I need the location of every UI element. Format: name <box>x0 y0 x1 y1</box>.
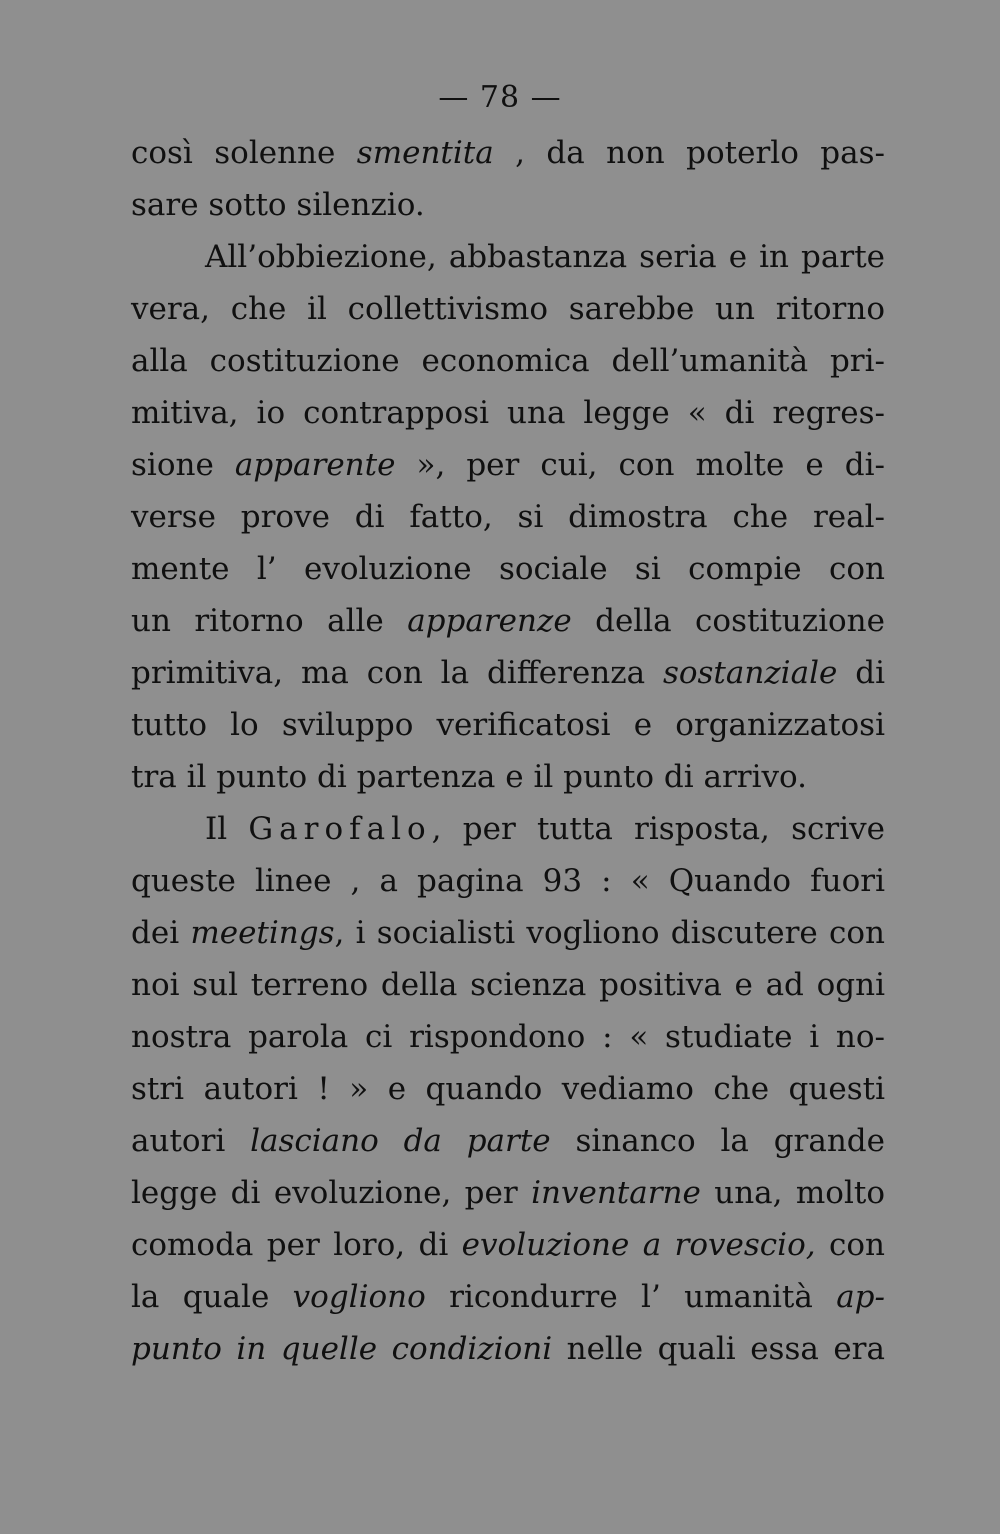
text-line-8: verse prove di fatto, si dimostra che real- <box>131 499 885 535</box>
text-line-21: legge di evoluzione, per inventarne una, molto <box>131 1175 885 1211</box>
text-line-20: autori lasciano da parte sinanco la grande <box>131 1123 885 1159</box>
text-line-2: sare sotto silenzio. <box>131 187 425 223</box>
text-line-11: primitiva, ma con la differenza sostanziale di <box>131 655 885 691</box>
text-line-6: mitiva, io contrapposi una legge « di regres- <box>131 395 885 431</box>
text-line-16: dei meetings, i socialisti vogliono discutere con <box>131 915 885 951</box>
text-line-19: stri autori ! » e quando vediamo che questi <box>131 1071 885 1107</box>
text-line-5: alla costituzione economica dell’umanità pri- <box>131 343 885 379</box>
text-line-13: tra il punto di partenza e il punto di arrivo. <box>131 759 808 795</box>
text-line-18: nostra parola ci rispondono : « studiate i no- <box>131 1019 885 1055</box>
text-line-3: All’obbiezione, abbastanza seria e in parte <box>205 239 885 275</box>
text-line-24: punto in quelle condizioni nelle quali essa era <box>131 1331 885 1367</box>
text-line-1: così solenne smentita , da non poterlo pas- <box>131 135 885 171</box>
text-line-10: un ritorno alle apparenze della costituzione <box>131 603 885 639</box>
text-line-12: tutto lo sviluppo verificatosi e organizzatosi <box>131 707 885 743</box>
text-line-9: mente l’ evoluzione sociale si compie con <box>131 551 885 587</box>
text-line-14: Il Garofalo, per tutta risposta, scrive <box>205 811 885 847</box>
author-name: Garofalo <box>248 811 432 847</box>
page-number: — 78 — <box>438 80 562 115</box>
text-line-7: sione apparente », per cui, con molte e di- <box>131 447 885 483</box>
text-line-17: noi sul terreno della scienza positiva e ad ogni <box>131 967 885 1003</box>
text-line-4: vera, che il collettivismo sarebbe un ritorno <box>131 291 885 327</box>
text-line-22: comoda per loro, di evoluzione a rovescio, con <box>131 1227 885 1263</box>
text-line-15: queste linee , a pagina 93 : « Quando fuori <box>131 863 885 899</box>
text-line-23: la quale vogliono ricondurre l’ umanità ap- <box>131 1279 885 1315</box>
